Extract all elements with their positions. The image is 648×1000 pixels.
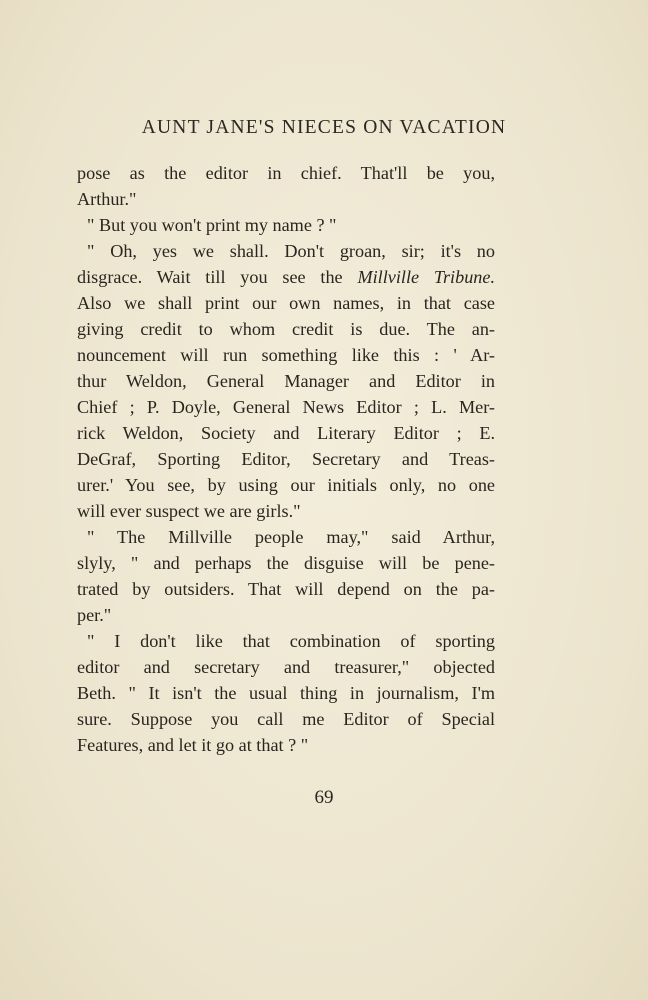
text-line-21: Beth. " It isn't the usual thing in journalism, I'm xyxy=(77,683,495,703)
running-head: AUNT JANE'S NIECES ON VACATION xyxy=(141,117,507,138)
text-line-4: " Oh, yes we shall. Don't groan, sir; it's no xyxy=(87,241,495,261)
page-number: 69 xyxy=(314,787,334,808)
text-line-2: Arthur." xyxy=(77,189,137,209)
text-line-8: nouncement will run something like this : ' Ar- xyxy=(77,345,495,365)
text-line-5: disgrace. Wait till you see the Millville Tribune. xyxy=(77,267,496,287)
text-line-19: " I don't like that combination of sporting xyxy=(87,631,495,651)
text-line-3: " But you won't print my name ? " xyxy=(87,215,337,235)
text-line-22: sure. Suppose you call me Editor of Special xyxy=(77,709,495,729)
text-line-18: per." xyxy=(77,605,112,625)
text-line-7: giving credit to whom credit is due. The an- xyxy=(77,319,495,339)
text-line-1: pose as the editor in chief. That'll be you, xyxy=(77,163,495,183)
text-line-9: thur Weldon, General Manager and Editor in xyxy=(77,371,495,391)
text-line-6: Also we shall print our own names, in that case xyxy=(77,293,495,313)
newspaper-title: Millville Tribune. xyxy=(357,267,496,287)
text-line-23: Features, and let it go at that ? " xyxy=(77,735,309,755)
text-line-11: rick Weldon, Society and Literary Editor ; E. xyxy=(77,423,495,443)
text-line-17: trated by outsiders. That will depend on the pa- xyxy=(77,579,495,599)
body-text xyxy=(77,160,495,758)
text-line-10: Chief ; P. Doyle, General News Editor ; L. Mer- xyxy=(77,397,495,417)
text-line-15: " The Millville people may," said Arthur, xyxy=(87,527,495,547)
text-line-16: slyly, " and perhaps the disguise will be pene- xyxy=(77,553,495,573)
text-line-13: urer.' You see, by using our initials only, no one xyxy=(77,475,495,495)
text-line-20: editor and secretary and treasurer," objected xyxy=(77,657,495,677)
text-line-12: DeGraf, Sporting Editor, Secretary and Treas- xyxy=(77,449,495,469)
text-line-14: will ever suspect we are girls." xyxy=(77,501,301,521)
